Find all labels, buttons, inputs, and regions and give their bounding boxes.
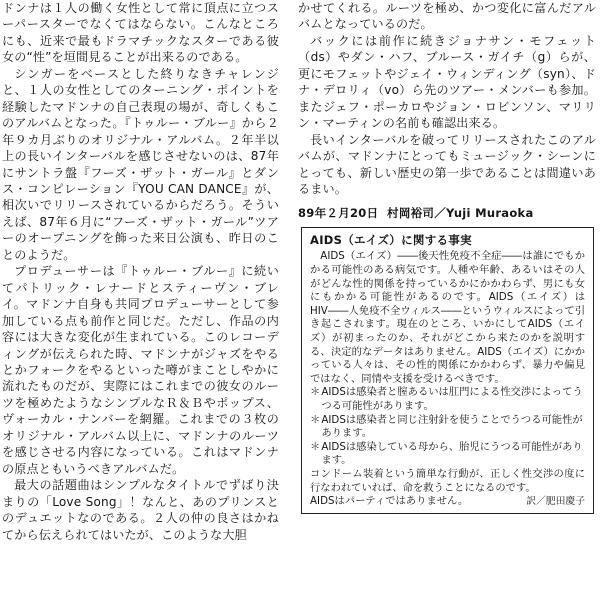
aids-condom-note: コンドーム装着という簡単な行動が、正しく性交渉の度に行なわれていれば、命を救うことになるのです。 [310,467,585,494]
article-paragraph: かせてくれる。ルーツを極め、かつ変化に富んだアルバムとなっているのだ。 [298,1,596,32]
article-paragraph: ドンナは１人の働く女性として常に頂点に立つスーパースターでなくてはならない。こんなところにも、近来で最もドラマチックなスターである彼女の“性”を垣間見ることが出来るのである。 [2,1,279,65]
byline-author-jp: 村岡裕司 [387,206,435,221]
right-article-body [298,0,596,197]
article-paragraph: バックには前作に続きジョナサン・モフェット（ds）やダン・ハフ、ブルース・ガイチ（g）らが、更にモフェットやジェイ・ウィンディング（syn）、ドナ・デロリィ（vo）ら先のツアー・メンバーも参加。またジェフ・ポーカロやジョン・ロビンソン、マリリン・マーティンの名前も確認出来る。 [298,33,596,131]
byline-author-en: Yuji Muraoka [446,206,534,221]
aids-facts-list [310,386,585,468]
aids-closing: AIDSはパーティではありません。 [310,495,469,508]
translator-credit: 訳／肥田慶子 [526,496,585,508]
article-paragraph: 最大の話題曲はシンプルなタイトルでずばり決まりの「Love Song」！なんと、あのプリンスとのデュエットなのである。２人の仲の良さはかねてから伝えられてはいたが、このような大胆 [2,478,279,542]
aids-facts-box [301,227,594,513]
article-paragraph: 長いインターバルを破ってリリースされたこのアルバムが、マドンナにとってもミュージック・シーンにとっても、新しい歴史の第一歩であることは間違いあるまい。 [298,132,596,196]
aids-intro: AIDS（エイズ）――後天性免疫不全症――は誰にでもかかる可能性のある病気です。人種や年齢、あるいはその人がどんな性的関係を持っているかにかかわらず、男にも女にもかかる可能性があるのです。AIDS（エイズ）はHIV――人免疫不全ウィルス――というウィルスによって引き起こされます。現在のところ、いかにしてAIDS（エイズ）が初まったのか、それがどこから来たのかを説明する、決定的なデータはありません。AIDS（エイズ）にかかっている人々は、その性的関係にかかわらず、暴力や偏見ではなく、同情や支援を受けるべきです。 [310,250,585,385]
aids-fact-item: ＊ AIDSは感染者と同じ注射針を使うことでうつる可能性があります。 [310,414,585,441]
byline-date: 89年２月20日 [298,206,379,221]
left-column [2,0,279,543]
aids-closing-line [310,495,585,509]
aids-fact-item: ＊ AIDSは感染している母から、胎児にうつる可能性があります。 [310,441,585,468]
aids-box-title: AIDS（エイズ）に関する事実 [310,233,472,248]
byline-separator: ／ [434,206,447,221]
aids-fact-item: ＊ AIDSは感染者と膣あるいは肛門による性交渉によってうつる可能性があります。 [310,386,585,413]
article-paragraph: プロデューサーは『トゥルー・ブルー』に続いてパトリック・レナードとスティーヴン・ブレイ。マドンナ自身も共同プロデューサーとして参加している点も前作と同じだ。ただし、作品の内容には大きな変化が生まれている。このレコーディングが伝えられた時、マドンナがジャズをやるとかフォークをやるといった噂がまことしやかに流れたものだが、実際にはこれまでの彼女のルーツを極めたようなシンプルなＲ＆Ｂやポップス、ヴォーカル・ナンバーを網羅。これまでの３枚のオリジナル・アルバム以上に、マドンナのルーツを感じさせる内容になっている。これはマドンナの原点ともいうべきアルバムだ。 [2,264,279,476]
byline [298,205,596,221]
article-paragraph: シンガーをベースとした終りなきチャレンジと、１人の女性としてのターニング・ポイントを経験したマドンナの自己表現の場が、奇しくもこのアルバムとなった。『トゥルー・ブルー』から２年９カ月ぶりのオリジナル・アルバム。２年半以上の長いインターバルを感じさせないのは、87年にサントラ盤『フーズ・ザット・ガール』とダンス・コンピレーション『YOU CAN DANCE』が、相次いでリリースされているからだろう。そういえば、87年６月に“フーズ・ザット・ガール”ツアーのオープニングを飾った来日公演も、昨日のことのようだ。 [2,66,279,262]
right-column [298,0,596,514]
